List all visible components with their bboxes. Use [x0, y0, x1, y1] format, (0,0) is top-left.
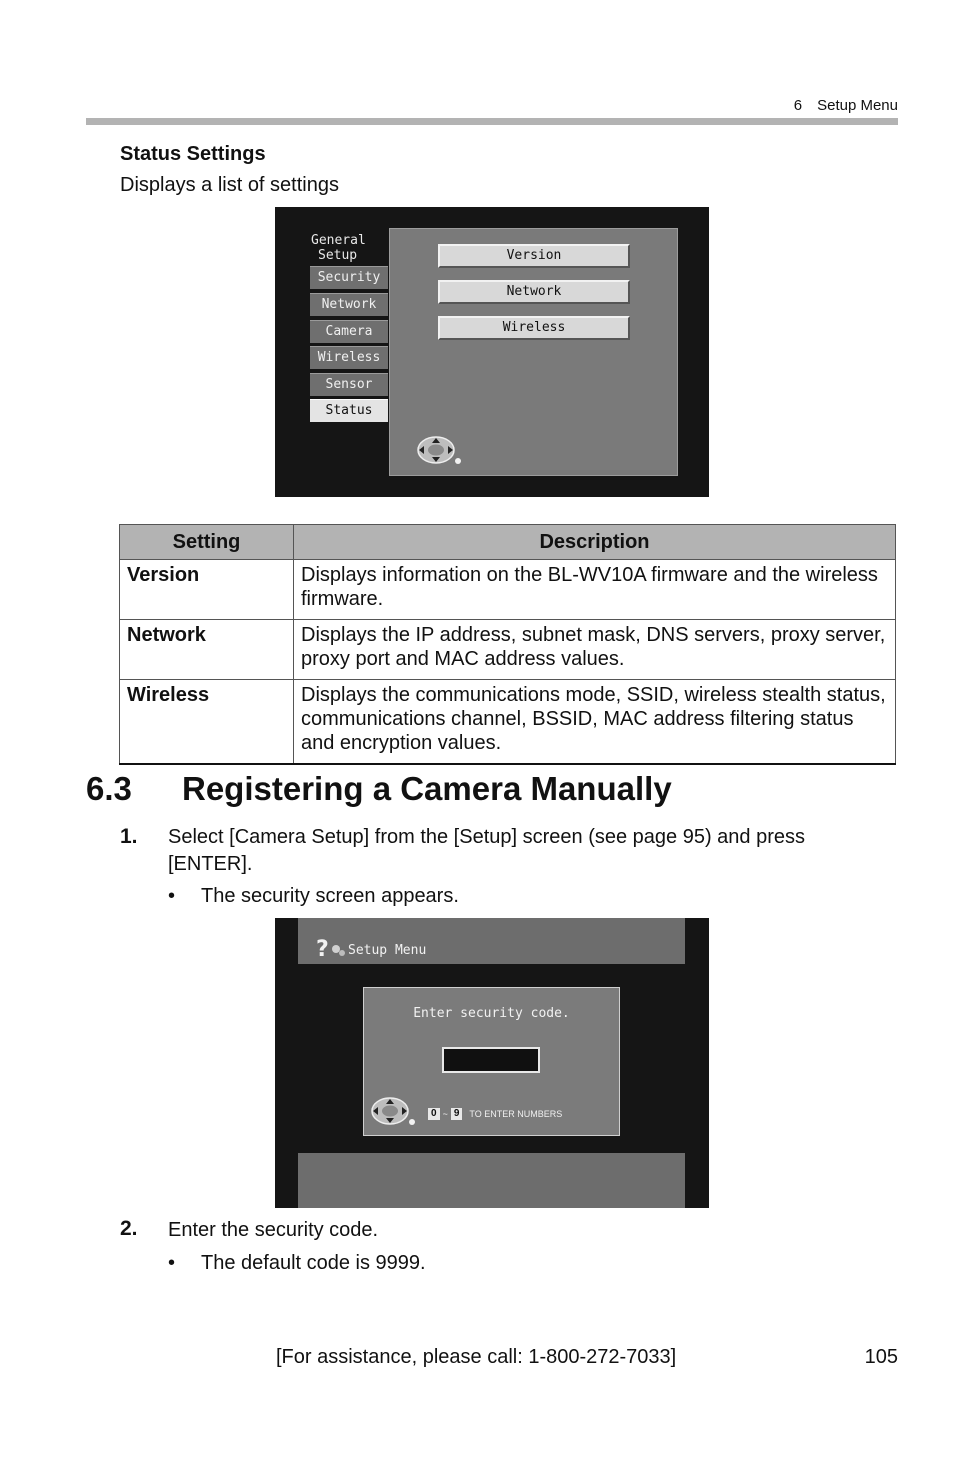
- key-hint-text: TO ENTER NUMBERS: [469, 1109, 563, 1119]
- assistance-footer: [For assistance, please call: 1-800-272-7033]: [276, 1346, 677, 1368]
- bullet-icon: •: [168, 1252, 176, 1274]
- wireless-button[interactable]: Wireless: [438, 316, 630, 340]
- section-number: 6.3: [86, 770, 132, 807]
- security-code-dialog: [363, 987, 620, 1136]
- step-bullet-text: The default code is 9999.: [201, 1252, 426, 1274]
- security-code-prompt: Enter security code.: [413, 1006, 570, 1021]
- status-settings-heading: Status Settings: [120, 143, 266, 165]
- step-bullet-text: The security screen appears.: [201, 885, 459, 907]
- setting-name: Wireless: [120, 680, 294, 765]
- key-range-separator: ~: [442, 1109, 448, 1119]
- side-menu-camera[interactable]: Camera: [310, 320, 388, 343]
- setting-description: Displays the IP address, subnet mask, DNS servers, proxy server, proxy port and MAC address values.: [294, 620, 896, 680]
- table-row: [120, 560, 896, 620]
- network-button[interactable]: Network: [438, 280, 630, 304]
- setup-menu-bar: [298, 918, 685, 964]
- key-9: 9: [451, 1108, 463, 1120]
- step-text: Select [Camera Setup] from the [Setup] screen (see page 95) and press [ENTER].: [168, 826, 806, 875]
- page-number: 105: [864, 1346, 898, 1368]
- setting-name: Version: [120, 560, 294, 620]
- status-settings-screenshot: [275, 207, 709, 497]
- status-settings-description: Displays a list of settings: [120, 174, 339, 196]
- step-text: Enter the security code.: [168, 1219, 379, 1241]
- step-number: 1.: [120, 825, 138, 848]
- bottom-bar: [298, 1153, 685, 1208]
- side-menu-sensor[interactable]: Sensor: [310, 373, 388, 396]
- side-menu-wireless[interactable]: Wireless: [310, 346, 388, 369]
- side-menu-security[interactable]: Security: [310, 266, 388, 289]
- section-title: Registering a Camera Manually: [182, 770, 672, 807]
- side-menu-network[interactable]: Network: [310, 293, 388, 316]
- setup-menu-title: Setup Menu: [348, 943, 427, 958]
- bullet-icon: •: [168, 885, 176, 907]
- side-menu-title: General Setup: [311, 233, 366, 263]
- security-screen-screenshot: [275, 918, 709, 1208]
- running-header: 6 Setup Menu: [793, 97, 898, 114]
- step-number: 2.: [120, 1217, 138, 1240]
- dpad-icon: [416, 435, 462, 467]
- key-0: 0: [428, 1108, 440, 1120]
- help-icon: [316, 936, 348, 960]
- security-code-input[interactable]: [442, 1047, 540, 1073]
- setting-description: Displays information on the BL-WV10A firmware and the wireless firmware.: [294, 560, 896, 620]
- column-header-description: Description: [294, 525, 896, 560]
- table-row: [120, 620, 896, 680]
- header-rule: [86, 118, 898, 125]
- version-button[interactable]: Version: [438, 244, 630, 268]
- setting-description: Displays the communications mode, SSID, wireless stealth status, communications channel, BSSID, MAC address filtering status and encryption values.: [294, 680, 896, 765]
- status-panel: [389, 228, 678, 476]
- column-header-setting: Setting: [120, 525, 294, 560]
- status-settings-table: [119, 524, 896, 765]
- setting-name: Network: [120, 620, 294, 680]
- number-keys-hint: [428, 1108, 562, 1120]
- dpad-icon: [370, 1096, 416, 1128]
- svg-text:?: ?: [316, 937, 329, 960]
- side-menu-status[interactable]: Status: [310, 399, 388, 422]
- table-row: [120, 680, 896, 765]
